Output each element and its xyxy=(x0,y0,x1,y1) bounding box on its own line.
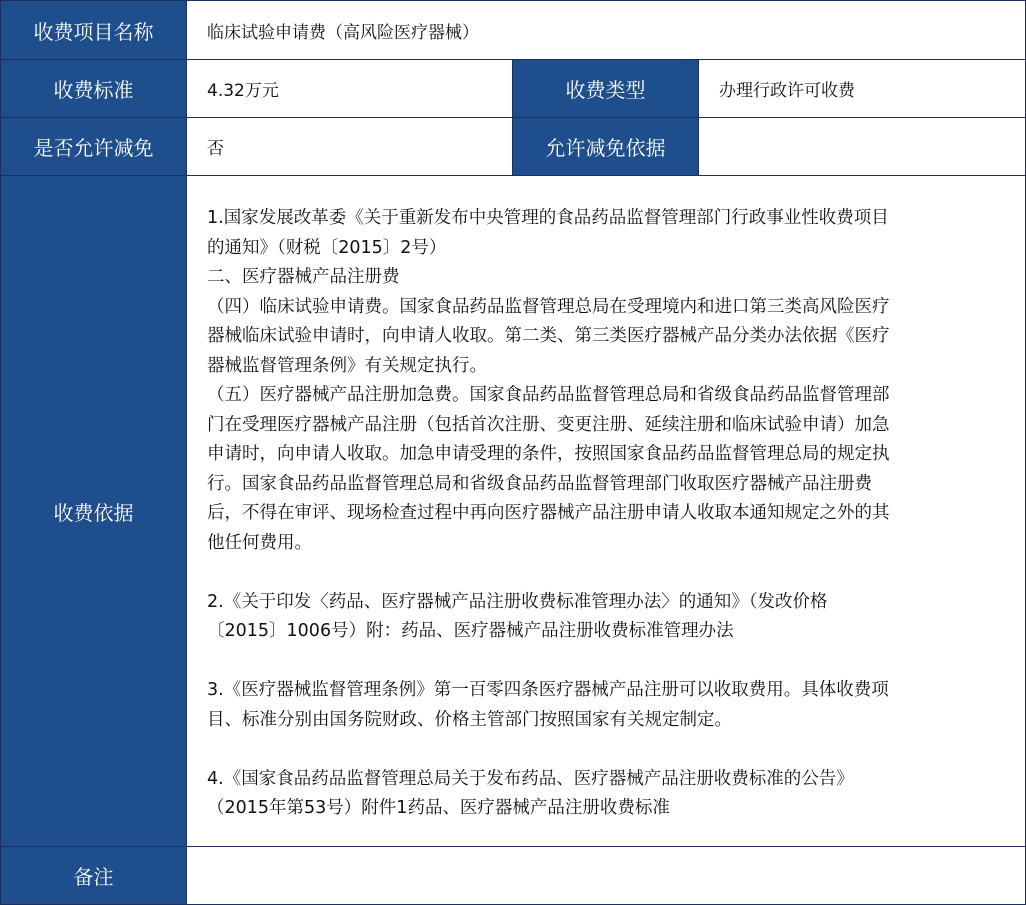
standard-label: 收费标准 xyxy=(1,60,187,118)
basis-line: 的通知》（财税〔2015〕2号） xyxy=(207,237,447,258)
row-reduction xyxy=(1,118,1026,176)
row-standard xyxy=(1,60,1026,118)
basis-line: 申请时，向申请人收取。加急申请受理的条件，按照国家食品药品监督管理总局的规定执 xyxy=(207,444,890,464)
reduction-allowed-value: 否 xyxy=(187,118,513,176)
reduction-basis-label: 允许减免依据 xyxy=(513,118,699,176)
item-name-label: 收费项目名称 xyxy=(1,1,187,60)
row-fee-basis xyxy=(1,176,1026,847)
basis-paragraph-1 xyxy=(207,204,1005,558)
basis-line: 后，不得在审评、现场检查过程中再向医疗器械产品注册申请人收取本通知规定之外的其 xyxy=(207,503,890,523)
reduction-basis-value xyxy=(699,118,1026,176)
basis-line: 行。国家食品药品监督管理总局和省级食品药品监督管理部门收取医疗器械产品注册费 xyxy=(207,473,872,494)
basis-paragraph-4 xyxy=(207,765,1005,824)
basis-line: （四）临床试验申请费。国家食品药品监督管理总局在受理境内和进口第三类高风险医疗 xyxy=(207,296,890,317)
basis-line: 1.国家发展改革委《关于重新发布中央管理的食品药品监督管理部门行政事业性收费项目 xyxy=(207,208,889,228)
basis-line: 目、标准分别由国务院财政、价格主管部门按照国家有关规定制定。 xyxy=(207,709,732,730)
basis-paragraph-3 xyxy=(207,676,1005,735)
basis-line: （五）医疗器械产品注册加急费。国家食品药品监督管理总局和省级食品药品监督管理部 xyxy=(207,385,890,405)
basis-line: 2.《关于印发〈药品、医疗器械产品注册收费标准管理办法〉的通知》（发改价格 xyxy=(207,591,828,612)
fee-basis-label: 收费依据 xyxy=(1,176,187,847)
basis-line: 器械监督管理条例》有关规定执行。 xyxy=(207,355,487,376)
basis-line: 他任何费用。 xyxy=(207,532,312,553)
reduction-allowed-label: 是否允许减免 xyxy=(1,118,187,176)
basis-line: 〔2015〕1006号）附：药品、医疗器械产品注册收费标准管理办法 xyxy=(207,621,734,641)
fee-basis-content xyxy=(187,176,1026,847)
basis-line: 二、医疗器械产品注册费 xyxy=(207,267,400,287)
row-item-name xyxy=(1,1,1026,60)
basis-line: 器械临床试验申请时，向申请人收取。第二类、第三类医疗器械产品分类办法依据《医疗 xyxy=(207,326,890,346)
fee-type-label: 收费类型 xyxy=(513,60,699,118)
remarks-label: 备注 xyxy=(1,847,187,905)
fee-type-value: 办理行政许可收费 xyxy=(699,60,1026,118)
standard-value: 4.32万元 xyxy=(187,60,513,118)
item-name-value: 临床试验申请费（高风险医疗器械） xyxy=(187,1,1026,60)
basis-line: （2015年第53号）附件1药品、医疗器械产品注册收费标准 xyxy=(207,798,670,818)
row-remarks xyxy=(1,847,1026,905)
remarks-value xyxy=(187,847,1026,905)
basis-paragraph-2 xyxy=(207,588,1005,647)
basis-line: 门在受理医疗器械产品注册（包括首次注册、变更注册、延续注册和临床试验申请）加急 xyxy=(207,414,890,435)
basis-line: 4.《国家食品药品监督管理总局关于发布药品、医疗器械产品注册收费标准的公告》 xyxy=(207,768,854,789)
basis-line: 3.《医疗器械监督管理条例》第一百零四条医疗器械产品注册可以收取费用。具体收费项 xyxy=(207,680,889,700)
